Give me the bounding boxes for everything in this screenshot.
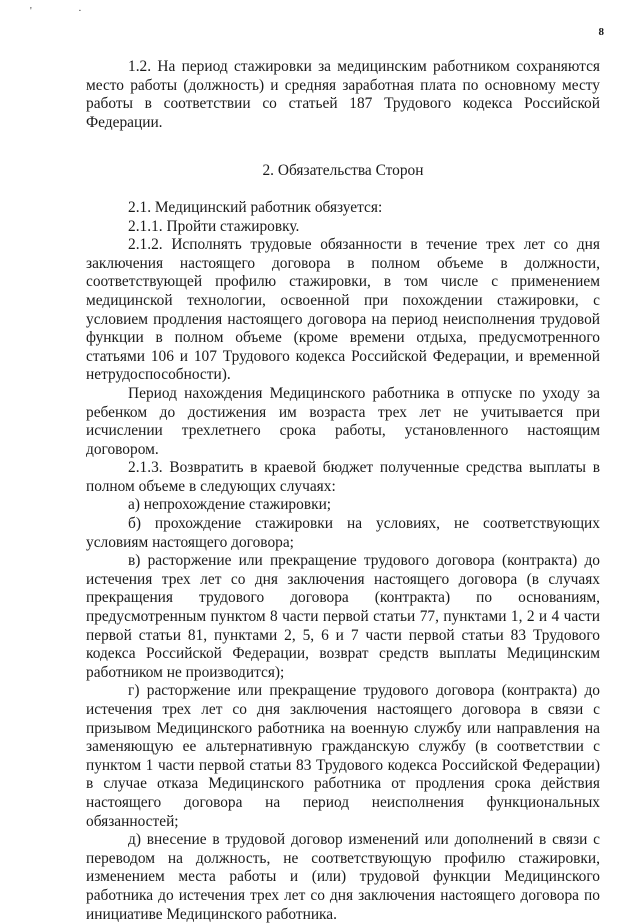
page-number: 8 (598, 26, 604, 38)
document-body (86, 58, 600, 924)
list-item-v: в) расторжение или прекращение трудового договора (контракта) до истечения трех лет со дня заключения настоящего договора (в случаях прекращения трудового договора (контракта) по основаниям, предусмотренным пунктом 8 части первой статьи 77, пунктами 1, 2 и 4 части первой статьи 81, пунктами 2, 5, 6 и 7 части первой статьи 83 Трудового кодекса Российской Федерации, возврат средств выплаты Медицинским работником не производится); (86, 552, 600, 681)
section-heading: 2. Обязательства Сторон (262, 162, 424, 180)
paragraph-2-1-3: 2.1.3. Возвратить в краевой бюджет полученные средства выплаты в полном объеме в следующих случаях: (86, 459, 600, 495)
list-item-a: а) непрохождение стажировки; (128, 496, 332, 514)
paragraph-2-1-1: 2.1.1. Пройти стажировку. (128, 217, 300, 235)
paragraph-leave-period: Период нахождения Медицинского работника в отпуске по уходу за ребенком до достижения им возраста трех лет не учитывается при исчислении трехлетнего срока работы, установленного настоящим договором. (86, 384, 600, 458)
paragraph-2-1: 2.1. Медицинский работник обязуется: (128, 198, 383, 216)
list-item-g: г) расторжение или прекращение трудового договора (контракта) до истечения трех лет со дня заключения настоящего договора в связи с призывом Медицинского работника на военную службу или направления на заменяющую ее альтернативную гражданскую службу (в соответствии с пунктом 1 части первой статьи 83 Трудового кодекса Российской Федерации) в случае отказа Медицинского работника от продления срока действия настоящего договора на период неисполнения функциональных обязанностей; (86, 682, 600, 830)
paragraph-2-1-2: 2.1.2. Исполнять трудовые обязанности в течение трех лет со дня заключения настоящего договора в полном объеме в должности, соответствующей профилю стажировки, в том числе с применением медицинской технологии, освоенной при похождении стажировки, с условием продления настоящего договора на период неисполнения трудовой функции в полном объеме (кроме времени отдыха, предусмотренного статьями 106 и 107 Трудового кодекса Российской Федерации, и временной нетрудоспособности). (86, 236, 600, 384)
list-item-d: д) внесение в трудовой договор изменений или дополнений в связи с переводом на должность, не соответствующую профилю стажировки, изменением места работы и (или) трудовой функции Медицинского работника до истечения трех лет со дня заключения настоящего договора по инициативе Медицинского работника. (86, 831, 600, 923)
paragraph-1-2: 1.2. На период стажировки за медицинским работником сохраняются место работы (должность) и средняя заработная плата по основному месту работы в соответствии со статьей 187 Трудового кодекса Российской Федерации. (86, 58, 600, 131)
scan-marks: ' · (30, 6, 104, 17)
list-item-b: б) прохождение стажировки на условиях, не соответствующих условиям настоящего договора; (86, 515, 600, 551)
